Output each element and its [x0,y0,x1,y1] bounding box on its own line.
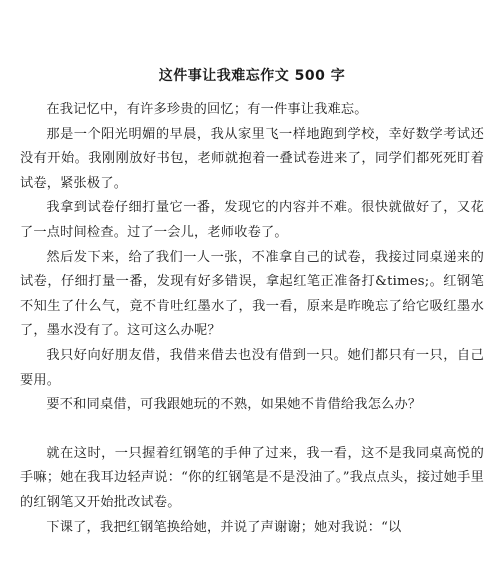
paragraph-1: 在我记忆中，有许多珍贵的回忆；有一件事让我难忘。 [46,102,368,117]
document-body [20,98,484,538]
paragraph-2: 那是一个阳光明媚的早晨，我从家里飞一样地跑到学校，幸好数学考试还没有开始。我刚刚放好书包，老师就抱着一叠试卷进来了，同学们都死死盯着试卷，紧张极了。 [20,126,484,191]
paragraph-3: 我拿到试卷仔细打量它一番，发现它的内容并不难。很快就做好了，又花了一点时间检查。过了一会儿，老师收卷了。 [20,200,484,240]
paragraph-8: 下课了，我把红钢笔换给她，并说了声谢谢；她对我说：“以 [46,519,402,535]
paragraph-6: 要不和同桌借，可我跟她玩的不熟，如果她不肯借给我怎么办？ [46,397,422,413]
paragraph-4: 然后发下来，给了我们一人一张，不准拿自己的试卷，我接过同桌递来的试卷，仔细打量一番，发现有好多错误，拿起红笔正准备打&times;。红钢笔不知生了什么气，竟不肯吐红墨水了，我一看，原来是昨晚忘了给它吸红墨水了，墨水没有了。这可这么办呢？ [20,249,484,339]
paragraph-7: 就在这时，一只握着红钢笔的手伸了过来，我一看，这不是我同桌高悦的手嘛；她在我耳边轻声说：“你的红钢笔是不是没油了。”我点点头，接过她手里的红钢笔又开始批改试卷。 [20,445,484,510]
document-title: 这件事让我难忘作文 500 字 [158,68,346,84]
paragraph-5: 我只好向好朋友借，我借来借去也没有借到一只。她们都只有一只，自己要用。 [20,347,484,388]
paragraph-spacer [20,418,484,442]
